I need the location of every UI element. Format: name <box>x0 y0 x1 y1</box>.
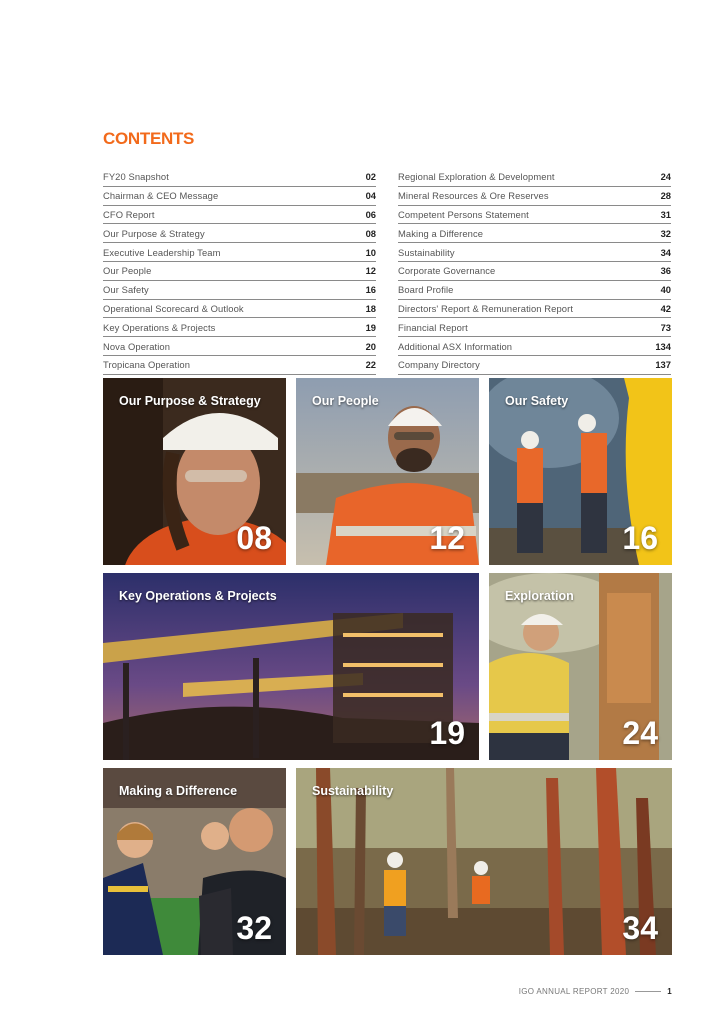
toc-label: Key Operations & Projects <box>103 321 216 333</box>
toc-row[interactable] <box>398 187 671 206</box>
toc-row[interactable] <box>103 243 376 262</box>
tile-title: Key Operations & Projects <box>119 589 277 603</box>
toc-page: 34 <box>660 246 671 258</box>
footer-rule <box>635 991 661 992</box>
tile-page-number: 34 <box>622 910 658 946</box>
tile-page-number: 19 <box>429 715 465 751</box>
toc-label: FY20 Snapshot <box>103 171 169 183</box>
tile-title: Exploration <box>505 589 574 603</box>
contents-title: CONTENTS <box>103 129 195 148</box>
toc-label: Executive Leadership Team <box>103 246 221 258</box>
toc-label: Our Safety <box>103 284 149 296</box>
toc-row[interactable] <box>103 224 376 243</box>
toc-label: Mineral Resources & Ore Reserves <box>398 190 549 202</box>
toc-row[interactable] <box>398 168 671 187</box>
toc-row[interactable] <box>398 300 671 319</box>
toc-page: 19 <box>365 321 376 333</box>
toc-row[interactable] <box>103 187 376 206</box>
toc-row[interactable] <box>103 337 376 356</box>
toc-label: Sustainability <box>398 246 455 258</box>
toc-label: Chairman & CEO Message <box>103 190 219 202</box>
toc-label: Additional ASX Information <box>398 340 513 352</box>
tile-page-number: 12 <box>429 520 465 556</box>
tile-exploration[interactable] <box>489 573 672 760</box>
toc-row[interactable] <box>103 262 376 281</box>
toc-label: Nova Operation <box>103 340 171 352</box>
tile-page-number: 16 <box>622 520 658 556</box>
toc-label: CFO Report <box>103 208 155 220</box>
tile-title: Making a Difference <box>119 784 238 798</box>
toc-label: Directors' Report & Remuneration Report <box>398 302 574 314</box>
toc-page: 16 <box>365 284 376 296</box>
tile-title: Sustainability <box>312 784 394 798</box>
toc-row[interactable] <box>103 356 376 375</box>
toc-row[interactable] <box>103 281 376 300</box>
toc-row[interactable] <box>103 206 376 225</box>
tile-title: Our Safety <box>505 394 569 408</box>
footer-page-number: 1 <box>667 987 672 996</box>
tile-our-safety[interactable] <box>489 378 672 565</box>
toc-row[interactable] <box>103 300 376 319</box>
toc-row[interactable] <box>398 224 671 243</box>
tile-our-people[interactable] <box>296 378 479 565</box>
toc-page: 04 <box>365 190 376 202</box>
toc-page: 02 <box>365 171 376 183</box>
toc-row[interactable] <box>103 168 376 187</box>
toc-page: 22 <box>365 359 376 371</box>
footer-report-title: IGO ANNUAL REPORT 2020 <box>518 987 630 996</box>
toc-page: 12 <box>365 265 376 277</box>
toc-page: 134 <box>655 340 671 352</box>
toc-row[interactable] <box>398 206 671 225</box>
toc-left-column <box>103 168 376 375</box>
tile-sustainability[interactable] <box>296 768 672 955</box>
toc-row[interactable] <box>398 262 671 281</box>
toc-page: 06 <box>365 208 376 220</box>
toc-label: Board Profile <box>398 284 454 296</box>
toc-row[interactable] <box>398 281 671 300</box>
toc-page: 08 <box>365 227 376 239</box>
toc-page: 40 <box>660 284 671 296</box>
toc-label: Making a Difference <box>398 227 484 239</box>
tile-title: Our People <box>312 394 379 408</box>
toc-row[interactable] <box>398 337 671 356</box>
toc-label: Corporate Governance <box>398 265 496 277</box>
tile-title: Our Purpose & Strategy <box>119 394 261 408</box>
toc-row[interactable] <box>398 356 671 375</box>
toc-label: Operational Scorecard & Outlook <box>103 302 244 314</box>
toc-page: 10 <box>365 246 376 258</box>
toc-page: 18 <box>365 302 376 314</box>
toc-page: 42 <box>660 302 671 314</box>
toc-label: Company Directory <box>398 359 480 371</box>
toc-page: 28 <box>660 190 671 202</box>
toc-page: 73 <box>660 321 671 333</box>
toc-page: 36 <box>660 265 671 277</box>
tile-page-number: 24 <box>622 715 658 751</box>
toc-row[interactable] <box>103 318 376 337</box>
toc-label: Regional Exploration & Development <box>398 171 555 183</box>
tile-key-operations[interactable] <box>103 573 479 760</box>
tile-page-number: 32 <box>236 910 272 946</box>
toc-label: Competent Persons Statement <box>398 208 529 220</box>
page-footer <box>519 987 672 996</box>
toc-label: Our People <box>103 265 152 277</box>
toc-page: 32 <box>660 227 671 239</box>
tile-purpose-strategy[interactable] <box>103 378 286 565</box>
toc-page: 31 <box>660 208 671 220</box>
toc-page: 24 <box>660 171 671 183</box>
toc-page: 137 <box>655 359 671 371</box>
toc-label: Our Purpose & Strategy <box>103 227 205 239</box>
toc-label: Tropicana Operation <box>103 359 191 371</box>
toc-row[interactable] <box>398 318 671 337</box>
toc-page: 20 <box>365 340 376 352</box>
tile-page-number: 08 <box>236 520 272 556</box>
toc-label: Financial Report <box>398 321 468 333</box>
toc-right-column <box>398 168 671 375</box>
tile-making-difference[interactable] <box>103 768 286 955</box>
toc-row[interactable] <box>398 243 671 262</box>
